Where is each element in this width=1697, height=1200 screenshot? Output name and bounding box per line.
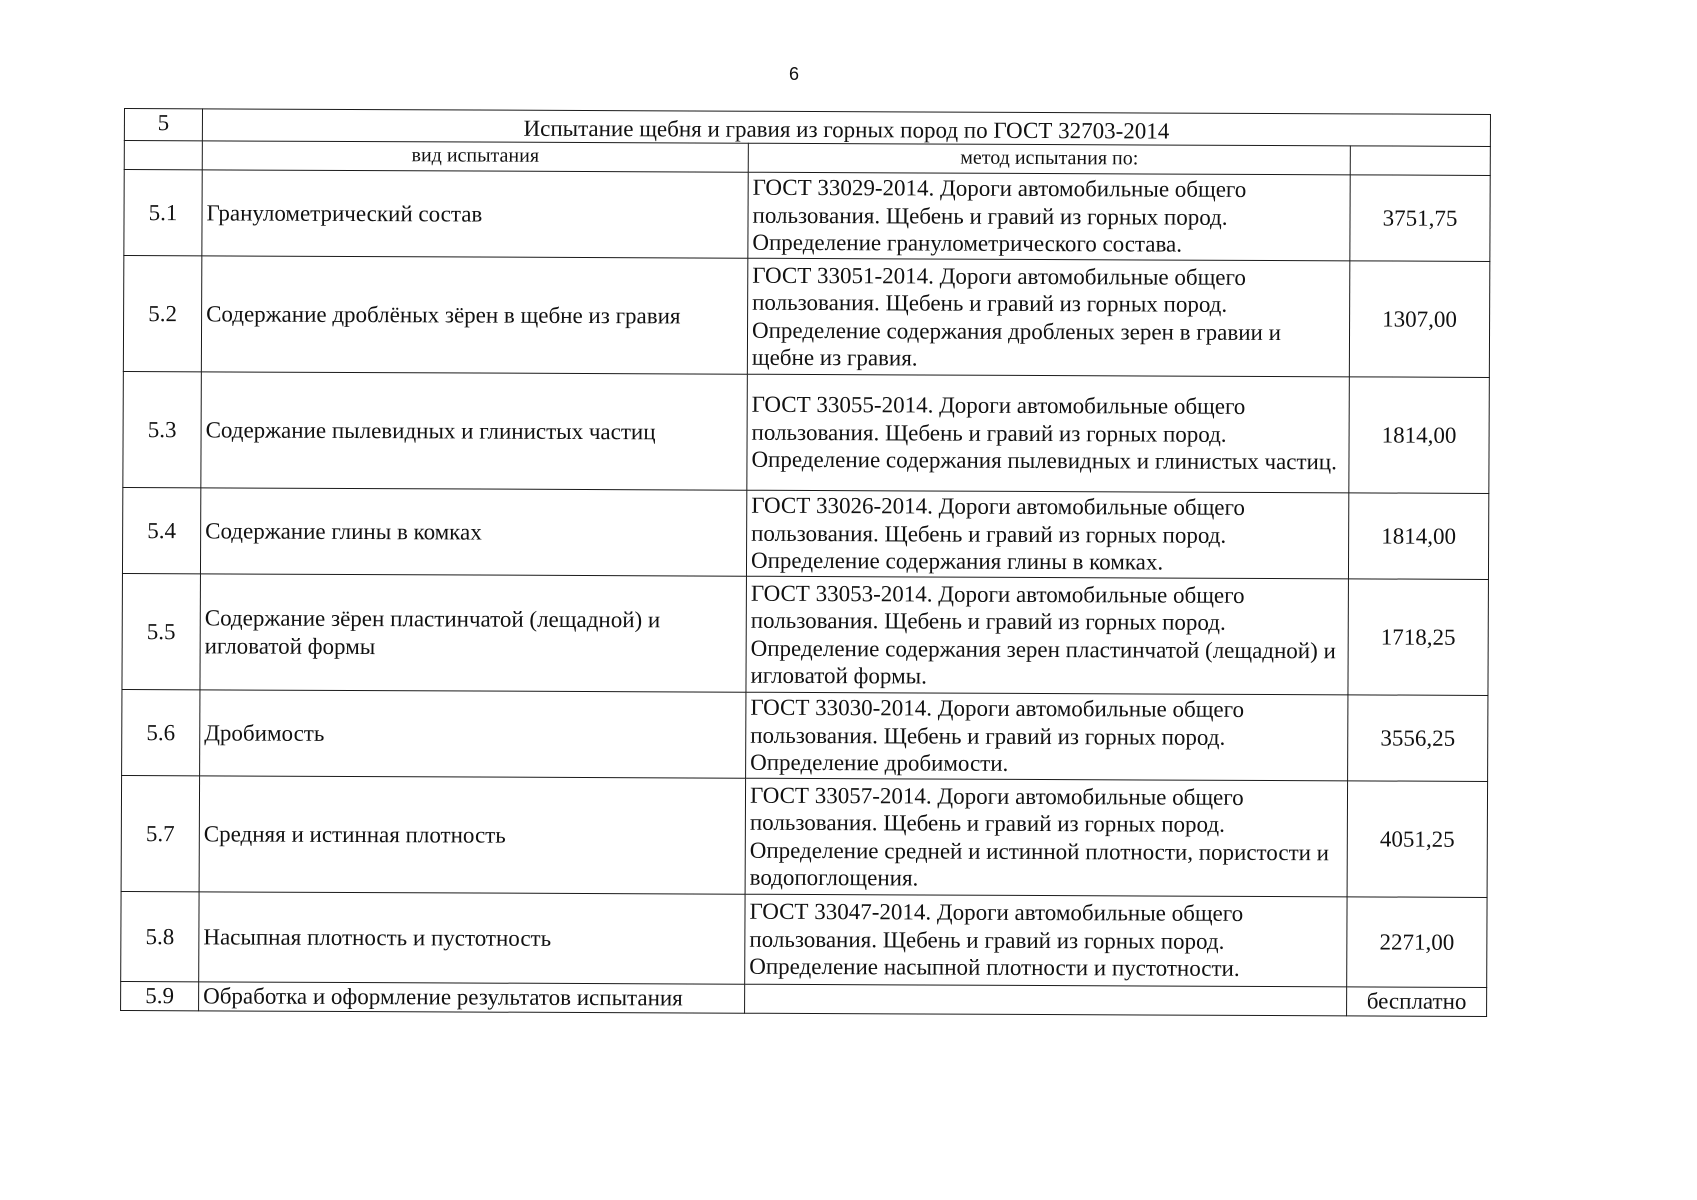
test-method: ГОСТ 33051-2014. Дороги автомобильные общего пользования. Щебень и гравий из горных пород. Определение содержания дробленых зерен в гравии и щебне из гравия.: [747, 258, 1350, 377]
row-number: 5.6: [122, 689, 200, 775]
test-name: Дробимость: [200, 690, 746, 778]
test-name: Содержание дроблёных зёрен в щебне из гравия: [201, 256, 748, 374]
table-row: [121, 891, 1487, 987]
row-number: 5.3: [123, 371, 202, 487]
header-price: [1350, 146, 1490, 176]
table-row: [123, 371, 1489, 493]
table-row: [122, 689, 1488, 781]
test-price: 1814,00: [1348, 493, 1488, 580]
test-price: 3556,25: [1348, 695, 1488, 782]
test-name: Гранулометрический состав: [202, 170, 748, 258]
row-number: 5.1: [124, 170, 202, 256]
test-method: ГОСТ 33026-2014. Дороги автомобильные общего пользования. Щебень и гравий из горных пород. Определение содержания глины в комках.: [746, 490, 1348, 579]
test-price: 1307,00: [1349, 261, 1490, 378]
header-method: метод испытания по:: [748, 143, 1350, 175]
section-number: 5: [124, 109, 202, 141]
table-row: [123, 256, 1489, 378]
price-table: [120, 108, 1491, 1016]
test-name: Насыпная плотность и пустотность: [199, 892, 745, 984]
table-row: [122, 573, 1488, 695]
test-price: 2271,00: [1347, 897, 1487, 988]
test-method: ГОСТ 33047-2014. Дороги автомобильные общего пользования. Щебень и гравий из горных пород. Определение насыпной плотности и пустотности.: [745, 894, 1347, 987]
table-row: [121, 775, 1487, 897]
test-method: [745, 984, 1347, 1015]
header-empty-cell: [124, 141, 202, 170]
header-test-type: вид испытания: [202, 141, 748, 172]
test-name: Обработка и оформление результатов испытания: [199, 982, 745, 1013]
row-number: 5.4: [122, 487, 200, 573]
test-method: ГОСТ 33030-2014. Дороги автомобильные общего пользования. Щебень и гравий из горных пород. Определение дробимости.: [746, 692, 1348, 781]
test-price: 1718,25: [1348, 579, 1489, 696]
table-row: [121, 981, 1487, 1015]
test-price: 1814,00: [1349, 377, 1490, 494]
table-row: [122, 487, 1488, 579]
row-number: 5.7: [121, 775, 200, 891]
test-name: Содержание глины в комках: [200, 488, 746, 576]
row-number: 5.2: [123, 256, 202, 372]
test-method: ГОСТ 33057-2014. Дороги автомобильные общего пользования. Щебень и гравий из горных пород. Определение средней и истинной плотности, пористости и водопоглощения.: [745, 778, 1348, 897]
row-number: 5.5: [122, 573, 201, 689]
test-price: 3751,75: [1350, 175, 1490, 262]
test-method: ГОСТ 33029-2014. Дороги автомобильные общего пользования. Щебень и гравий из горных пород. Определение гранулометрического состава.: [748, 172, 1350, 261]
section-title: Испытание щебня и гравия из горных пород по ГОСТ 32703-2014: [202, 109, 1490, 147]
test-name: Содержание зёрен пластинчатой (лещадной) и игловатой формы: [200, 574, 747, 692]
page-number: 6: [788, 64, 799, 84]
test-name: Содержание пылевидных и глинистых частиц: [201, 372, 748, 490]
row-number: 5.9: [121, 981, 199, 1010]
table-row: [124, 170, 1490, 262]
price-table-sheet: [120, 108, 1491, 1016]
test-price: 4051,25: [1347, 781, 1488, 898]
row-number: 5.8: [121, 891, 199, 981]
test-name: Средняя и истинная плотность: [199, 776, 746, 894]
test-price: бесплатно: [1347, 987, 1487, 1016]
test-method: ГОСТ 33055-2014. Дороги автомобильные общего пользования. Щебень и гравий из горных пород. Определение содержания пылевидных и глинистых частиц.: [747, 374, 1350, 493]
test-method: ГОСТ 33053-2014. Дороги автомобильные общего пользования. Щебень и гравий из горных пород. Определение содержания зерен пластинчатой (лещадной) и игловатой формы.: [746, 576, 1349, 695]
